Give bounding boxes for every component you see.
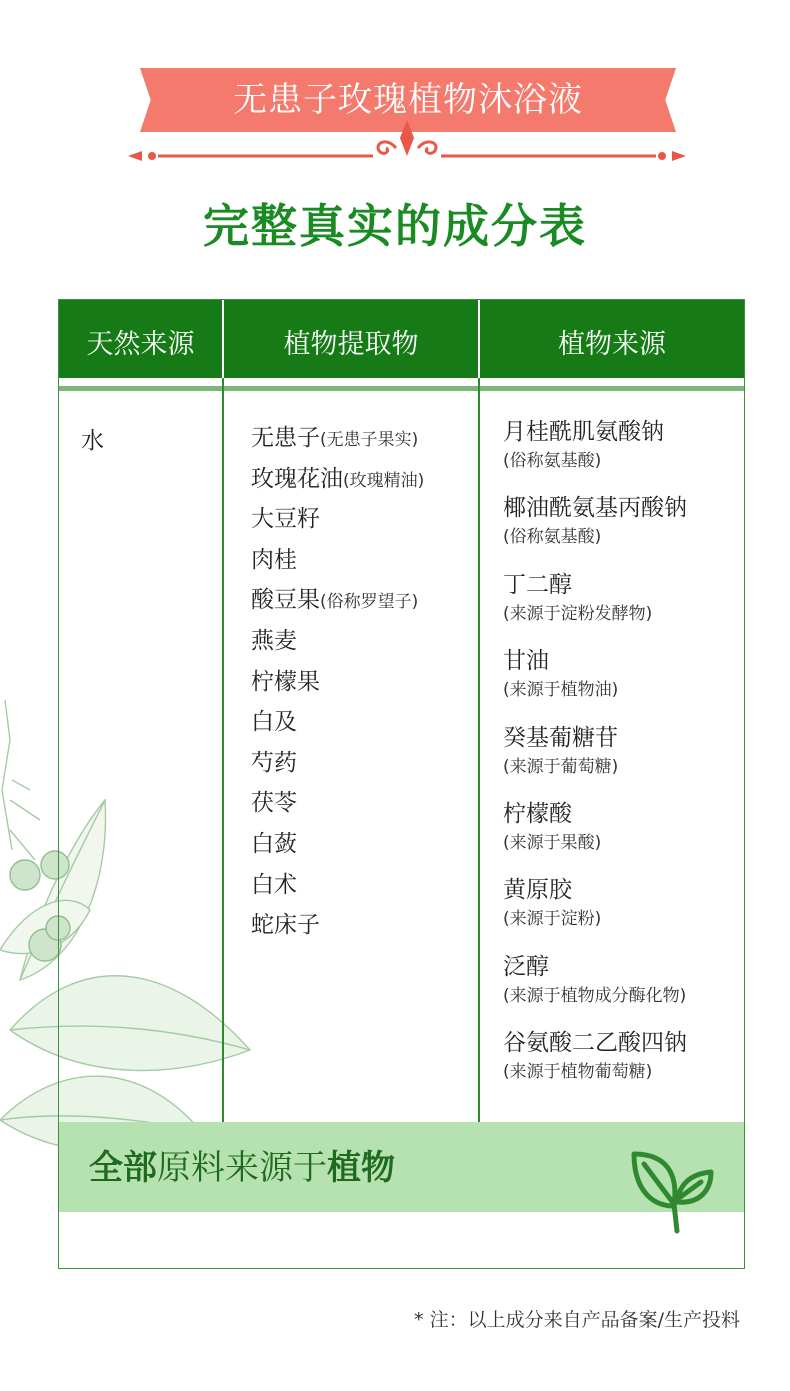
list-item: 柠檬果 (251, 668, 320, 695)
list-item: 柠檬酸 (来源于果酸) (503, 800, 602, 853)
header-divider (222, 300, 224, 378)
list-item: 谷氨酸二乙酸四钠 (来源于植物葡萄糖) (503, 1030, 687, 1083)
header-natural-source: 天然来源 (86, 329, 195, 360)
plant-extract-list (251, 418, 424, 946)
column-divider (222, 300, 224, 1122)
list-item: 白蔹 (251, 830, 297, 857)
ribbon-ornament (128, 118, 686, 168)
list-item: 酸豆果(俗称罗望子) (251, 587, 419, 614)
banner-text: 全部原料来源于植物 (89, 1148, 395, 1188)
plant-source-list (503, 416, 687, 1104)
header-divider (478, 300, 480, 378)
page-heading: 完整真实的成分表 (203, 199, 587, 253)
list-item: 泛醇 (来源于植物成分酶化物) (503, 953, 687, 1006)
list-item: 白术 (251, 871, 297, 898)
list-item: 甘油 (来源于植物油) (503, 648, 619, 701)
list-item: 椰油酰氨基丙酸钠 (俗称氨基酸) (503, 495, 687, 548)
list-item: 玫瑰花油(玫瑰精油) (251, 465, 425, 492)
footnote: * 注：以上成分来自产品备案/生产投料 (414, 1309, 740, 1331)
list-item: 无患子(无患子果实) (251, 425, 419, 451)
ingredient-table (58, 299, 745, 1269)
table-header (59, 300, 744, 378)
list-item: 蛇床子 (251, 912, 320, 939)
all-plant-banner (59, 1122, 744, 1212)
list-item: 肉桂 (251, 546, 297, 573)
list-item: 大豆籽 (251, 506, 320, 533)
list-item: 白及 (251, 709, 297, 736)
list-item: 茯苓 (251, 790, 297, 817)
list-item: 燕麦 (251, 627, 297, 654)
list-item: 黄原胶 (来源于淀粉) (503, 877, 602, 930)
header-plant-extract: 植物提取物 (283, 329, 419, 360)
list-item: 癸基葡糖苷 (来源于葡萄糖) (503, 724, 619, 777)
list-item: 丁二醇 (来源于淀粉发酵物) (503, 571, 653, 624)
product-title: 无患子玫瑰植物沐浴液 (233, 80, 583, 120)
list-item: 芍药 (251, 749, 297, 776)
leaf-icon (629, 1146, 719, 1236)
column-divider (478, 300, 480, 1122)
natural-source-cell: 水 (81, 428, 104, 454)
header-plant-source: 植物来源 (558, 329, 666, 360)
header-stripe (59, 378, 744, 391)
list-item: 月桂酰肌氨酸钠 (俗称氨基酸) (503, 419, 664, 471)
